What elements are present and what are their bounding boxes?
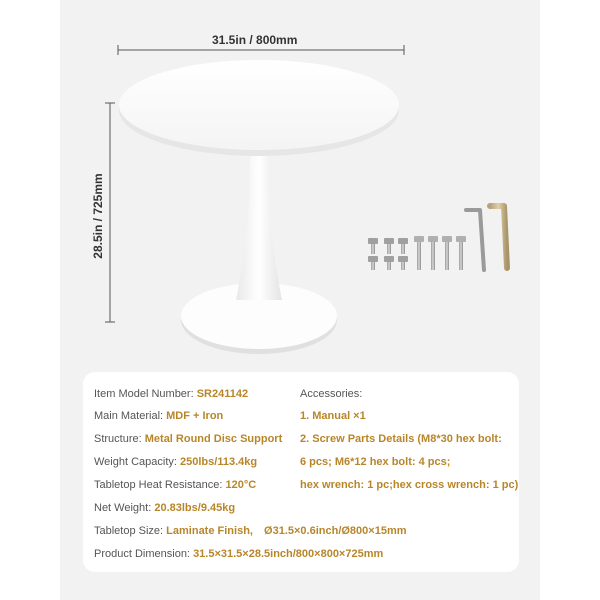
spec-tabletop-size-value: Laminate Finish, [166,525,253,537]
height-dimension-line [105,103,115,322]
accessories-line-3: 6 pcs; M6*12 hex bolt: 4 pcs; [300,456,451,468]
hex-wrenches [466,206,507,270]
spec-structure [94,433,282,445]
spec-material-value: MDF + Iron [166,410,224,422]
tabletop [119,60,399,156]
spec-capacity-label: Weight Capacity: [94,456,177,468]
hex-bolts [368,236,466,270]
spec-capacity [94,456,257,468]
spec-heat-label: Tabletop Heat Resistance: [94,479,223,491]
accessories-line-4: hex wrench: 1 pc;hex cross wrench: 1 pc) [300,479,519,491]
spec-product-dimension [94,548,383,560]
spec-model-label: Item Model Number: [94,388,194,400]
spec-net-weight-label: Net Weight: [94,502,152,514]
spec-net-weight-value: 20.83lbs/9.45kg [154,502,236,514]
accessories-line-2: 2. Screw Parts Details (M8*30 hex bolt: [300,433,502,445]
accessories-line-1: 1. Manual ×1 [300,410,366,422]
height-dimension-text: 28.5in / 725mm [91,173,105,259]
spec-material-label: Main Material: [94,410,164,422]
accessories-title: Accessories: [300,388,363,400]
specifications-panel [83,372,519,572]
spec-tabletop-size-value2: Ø31.5×0.6inch/Ø800×15mm [264,525,407,537]
spec-heat-value: 120°C [225,479,257,491]
spec-net-weight [94,502,235,514]
table-stem [236,150,282,300]
spec-heat [94,479,256,491]
width-dimension-label: 31.5in / 800mm [212,33,298,47]
spec-structure-value: Metal Round Disc Support [144,433,283,445]
spec-material [94,410,223,422]
spec-product-dimension-label: Product Dimension: [94,548,190,560]
spec-tabletop-size-label: Tabletop Size: [94,525,164,537]
spec-capacity-value: 250lbs/113.4kg [180,456,258,468]
spec-tabletop-size [94,525,407,537]
spec-product-dimension-value: 31.5×31.5×28.5inch/800×800×725mm [193,548,384,560]
spec-model [94,388,248,400]
spec-model-value: SR241142 [196,388,249,400]
spec-structure-label: Structure: [94,433,142,445]
